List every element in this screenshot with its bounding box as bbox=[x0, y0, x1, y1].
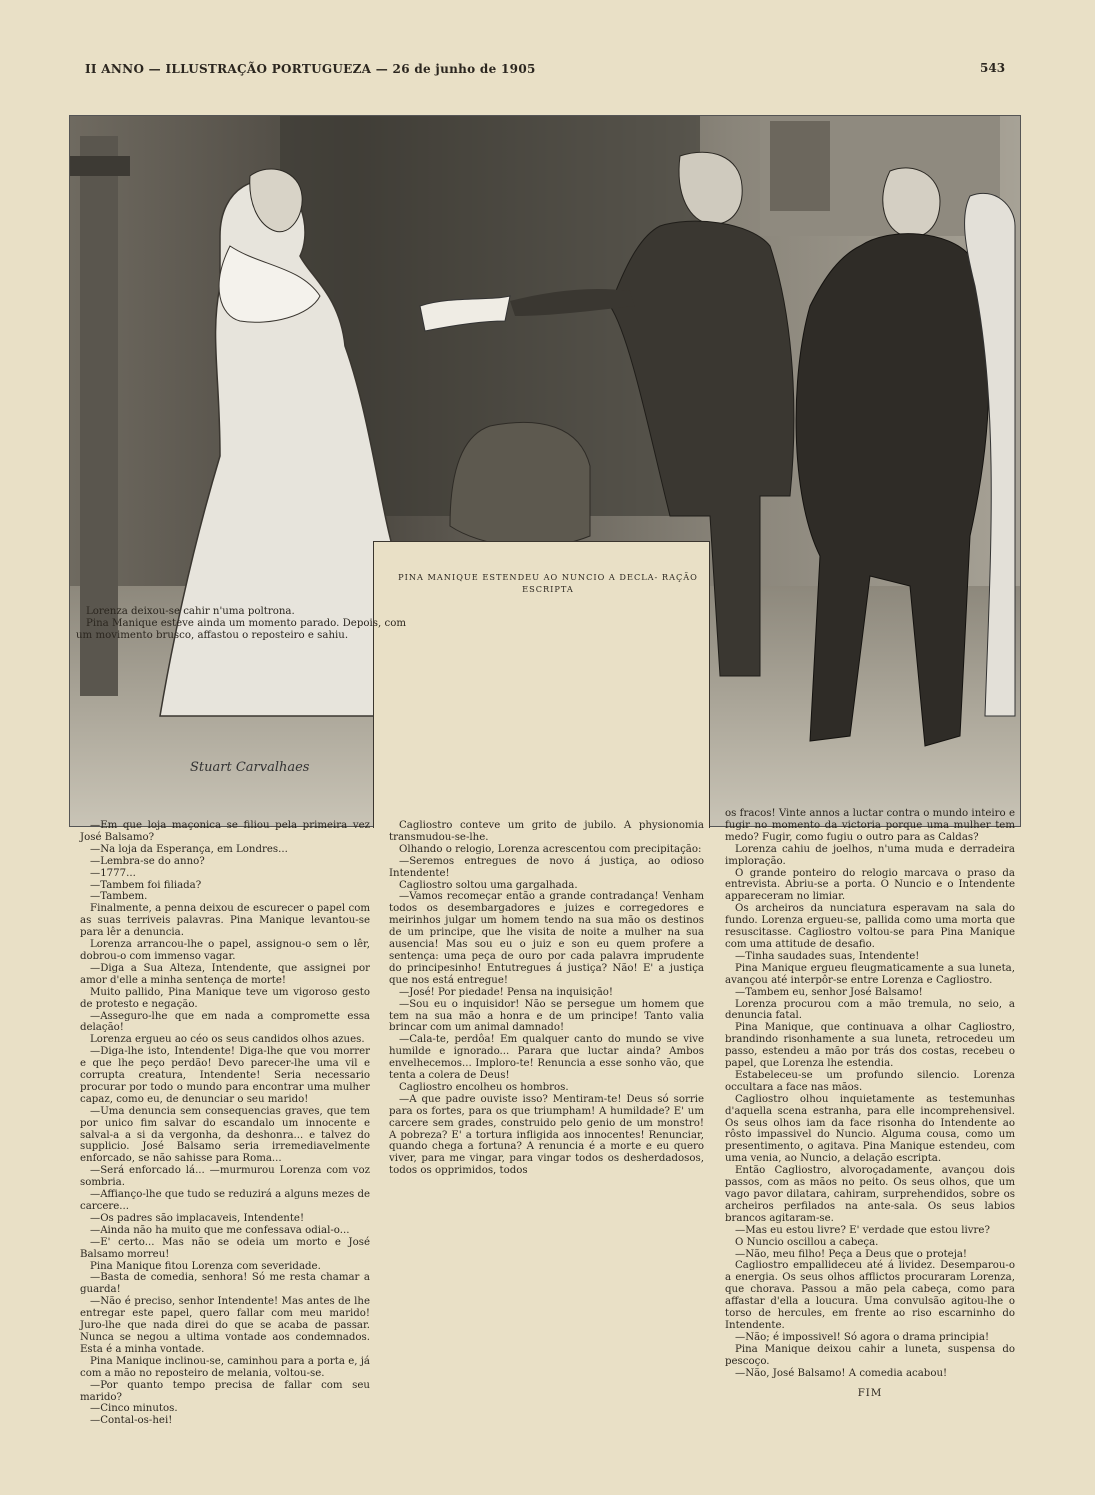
paragraph: Lorenza cahiu de joelhos, n'uma muda e derradeira imploração. bbox=[725, 843, 1015, 867]
paragraph: Cagliostro soltou uma gargalhada. bbox=[399, 879, 578, 891]
paragraph: Lorenza procurou com a mão tremula, no seio, a denuncia fatal. bbox=[725, 998, 1015, 1022]
paragraph: Lorenza deixou-se cahir n'uma poltrona. bbox=[86, 606, 295, 617]
paragraph: —Cala-te, perdôa! Em qualquer canto do mundo se vive humilde e ignorado... Parara que luctar ainda? Ambos envelhecemos... Imploro-te! Renuncia a esse sonho vão, que tenta a colera de Deus! bbox=[389, 1034, 704, 1082]
paragraph: —Contal-os-hei! bbox=[90, 1415, 173, 1427]
paragraph: —A que padre ouviste isso? Mentiram-te! Deus só sorrie para os fortes, para os que triumpham! A humildade? E' um carcere sem grades, construido pelo genio de um monstro! A pobreza? E' a tortura infligida aos innocentes! Renunciar, quando chega a fortuna? A renuncia é a morte e eu quero viver, para me vingar, para vingar todos os desherdadosos, todos os opprimidos, todos bbox=[389, 1093, 704, 1177]
paragraph: Pina Manique inclinou-se, caminhou para a porta e, já com a mão no reposteiro de melania, voltou-se. bbox=[80, 1355, 370, 1379]
paragraph: —Tambem eu, senhor José Balsamo! bbox=[735, 986, 923, 998]
paragraph: Pina Manique fitou Lorenza com severidade. bbox=[90, 1260, 321, 1272]
paragraph: —Vamos recomeçar então a grande contradança! Venham todos os desembargadores e juizes e corregedores e meirinhos julgar um homem tendo na sua mão os destinos de um principe, que lhe visita de noite a mulher na sua ausencia! Mas sou eu o juiz e son eu quem profere a sentença: uma peça de ouro por cada palavra imprudente do principesinho! Entutregues á justiça? Não! E' a justiça que nos está entregue! bbox=[389, 891, 704, 986]
paragraph: —Em que loja maçonica se filiou pela primeira vez José Balsamo? bbox=[80, 820, 370, 843]
paragraph: Estabeleceu-se um profundo silencio. Lorenza occultara a face nas mãos. bbox=[725, 1069, 1015, 1093]
paragraph: —Asseguro-lhe que em nada a compromette essa delação! bbox=[80, 1010, 370, 1034]
paragraph: —Ainda não ha muito que me confessava odial-o... bbox=[90, 1224, 350, 1236]
text-column-middle bbox=[389, 820, 704, 1177]
paragraph: Os archeiros da nunciatura esperavam na sala do fundo. Lorenza ergueu-se, pallida como uma morta que resuscitasse. Cagliostro voltou-se para Pina Manique com uma attitude de desafio. bbox=[725, 903, 1015, 950]
paragraph: —Por quanto tempo precisa de fallar com seu marido? bbox=[80, 1379, 370, 1403]
paragraph: —Seremos entregues de novo á justiça, ao odioso Intendente! bbox=[389, 855, 704, 879]
paragraph: —1777... bbox=[90, 867, 136, 879]
paragraph: Lorenza ergueu ao céo os seus candidos olhos azues. bbox=[90, 1034, 365, 1046]
paragraph: Finalmente, a penna deixou de escurecer o papel com as suas terriveis palavras. Pina Manique levantou-se para lêr a denuncia. bbox=[80, 903, 370, 939]
paragraph: O grande ponteiro do relogio marcava o praso da entrevista. Abriu-se a porta. O Nuncio e o Intendente appareceram no limiar. bbox=[725, 867, 1015, 903]
paragraph: Pina Manique, que continuava a olhar Cagliostro, brandindo risonhamente a sua luneta, retrocedeu um passo, estendeu a mão por trás dos costas, recebeu o papel, que Lorenza lhe estendia. bbox=[725, 1022, 1015, 1070]
end-mark: FIM bbox=[857, 1387, 883, 1399]
paragraph: Pina Manique esteve ainda um momento parado. Depois, com um movimento brusco, affastou o reposteiro e sahiu. bbox=[76, 617, 406, 641]
paragraph: —E' certo... Mas não se odeia um morto e José Balsamo morreu! bbox=[80, 1236, 370, 1260]
paragraph: —Diga a Sua Alteza, Intendente, que assignei por amor d'elle a minha sentença de morte! bbox=[80, 962, 370, 986]
artist-signature: Stuart Carvalhaes bbox=[190, 760, 310, 775]
paragraph: Então Cagliostro, alvoroçadamente, avançou dois passos, com as mãos no peito. Os seus olhos, que um vago pavor dilatara, cahiram, surprehendidos, sobre os archeiros perfilados na ante-sala. Os seus labios brancos agitaram-se. bbox=[725, 1165, 1015, 1224]
illustration-caption: PINA MANIQUE ESTENDEU AO NUNCIO A DECLA- RAÇÃO ESCRIPTA bbox=[398, 572, 698, 594]
paragraph: —Tambem. bbox=[90, 891, 148, 903]
paragraph: —Uma denuncia sem consequencias graves, que tem por unico fim salvar do escandalo um innocente e salval-a a si da vergonha, da deshonra... e talvez do supplicio. José Balsamo seria irremediavelmente enforcado, se não sahisse para Roma... bbox=[80, 1105, 370, 1165]
paragraph: —Não, José Balsamo! A comedia acabou! bbox=[735, 1367, 948, 1379]
paragraph: —Mas eu estou livre? E' verdade que estou livre? bbox=[735, 1224, 990, 1236]
text-column-left bbox=[80, 820, 370, 1427]
text-column-inset bbox=[76, 606, 406, 642]
running-header: II ANNO — ILLUSTRAÇÃO PORTUGUEZA — 26 de junho de 1905 bbox=[85, 62, 536, 76]
paragraph: —Lembra-se do anno? bbox=[90, 855, 205, 867]
paragraph: Cagliostro encolheu os hombros. bbox=[399, 1081, 569, 1093]
paragraph: Cagliostro conteve um grito de jubilo. A physionomia transmudou-se-lhe. bbox=[389, 820, 704, 843]
page-number: 543 bbox=[980, 61, 1006, 75]
paragraph: —Sou eu o inquisidor! Não se persegue um homem que tem na sua mão a honra e de um principe! Tanto valia brincar com um animal damnado! bbox=[389, 998, 704, 1034]
paragraph: —Cinco minutos. bbox=[90, 1403, 178, 1415]
paragraph: —Tinha saudades suas, Intendente! bbox=[735, 950, 920, 962]
paragraph: Olhando o relogio, Lorenza acrescentou com precipitação: bbox=[399, 843, 702, 855]
paragraph: —José! Por piedade! Pensa na inquisição! bbox=[399, 986, 614, 998]
paragraph: —Tambem foi filiada? bbox=[90, 879, 202, 891]
paragraph: Cagliostro empallideceu até á lividez. Desemparou-o a energia. Os seus olhos afflictos procuraram Lorenza, que chorava. Passou a mão pela cabeça, como para affastar d'ella a loucura. Uma convulsão agitou-lhe o torso de hercules, em frente ao riso escarninho do Intendente. bbox=[725, 1260, 1015, 1331]
paragraph: Pina Manique deixou cahir a luneta, suspensa do pescoço. bbox=[725, 1343, 1015, 1367]
paragraph: —Basta de comedia, senhora! Só me resta chamar a guarda! bbox=[80, 1272, 370, 1296]
paragraph: —Não é preciso, senhor Intendente! Mas antes de lhe entregar este papel, quero fallar com meu marido! Juro-lhe que nada direi do que se acaba de passar. Nunca se negou a ultima vontade aos condemnados. Esta é a minha vontade. bbox=[80, 1296, 370, 1355]
paragraph: —Os padres são implacaveis, Intendente! bbox=[90, 1212, 305, 1224]
text-column-right bbox=[725, 808, 1015, 1399]
paragraph: Cagliostro olhou inquietamente as testemunhas d'aquella scena estranha, para elle incomprehensivel. Os seus olhos iam da face risonha do Intendente ao rôsto impassivel do Nuncio. Alguma cousa, como um presentimento, o agitava. Pina Manique estendeu, com uma venia, ao Nuncio, a delação escripta. bbox=[725, 1093, 1015, 1165]
paragraph: Lorenza arrancou-lhe o papel, assignou-o sem o lêr, dobrou-o com immenso vagar. bbox=[80, 939, 370, 962]
paragraph: Muito pallido, Pina Manique teve um vigoroso gesto de protesto e negação. bbox=[80, 986, 370, 1010]
paragraph: —Na loja da Esperança, em Londres... bbox=[90, 843, 288, 855]
paragraph: os fracos! Vinte annos a luctar contra o mundo inteiro e fugir no momento da victoria porque uma mulher tem medo? Fugir, como fugiu o outro para as Caldas? bbox=[725, 808, 1015, 843]
paragraph: —Não, meu filho! Peça a Deus que o proteja! bbox=[735, 1248, 968, 1260]
paragraph: —Affianço-lhe que tudo se reduzirá a alguns mezes de carcere... bbox=[80, 1189, 370, 1212]
paragraph: Pina Manique ergueu fleugmaticamente a sua luneta, avançou até interpôr-se entre Lorenza e Cagliostro. bbox=[725, 962, 1015, 986]
paragraph: —Diga-lhe isto, Intendente! Diga-lhe que vou morrer e que lhe peço perdão! Devo parecer-lhe uma vil e corrupta creatura, Intendente! Seria necessario procurar por todo o mundo para encontrar uma mulher capaz, como eu, de denunciar o seu marido! bbox=[80, 1046, 370, 1105]
paragraph: —Será enforcado lá... —murmurou Lorenza com voz sombria. bbox=[80, 1165, 370, 1189]
paragraph: O Nuncio oscillou a cabeça. bbox=[735, 1236, 879, 1248]
paragraph: —Não; é impossivel! Só agora o drama principia! bbox=[735, 1331, 990, 1343]
